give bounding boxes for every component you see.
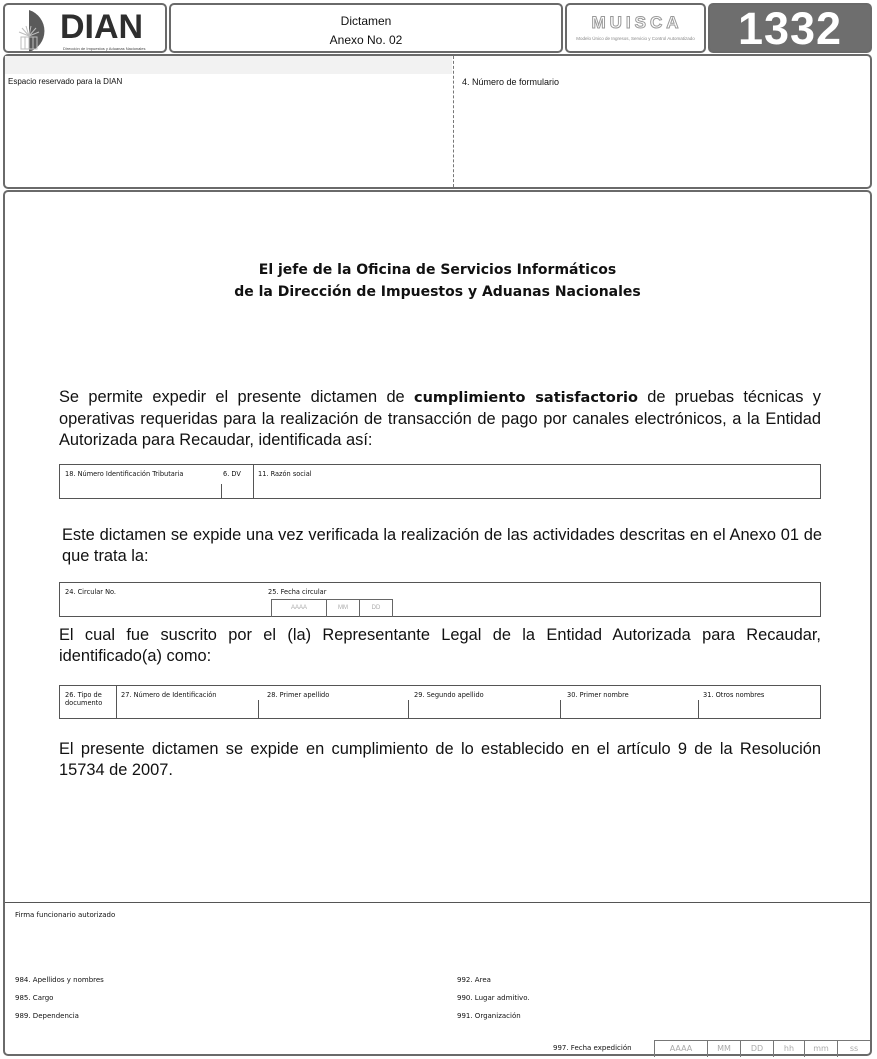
heading-line-2: de la Dirección de Impuestos y Aduanas Nacionales (234, 284, 641, 300)
primer-nombre-field[interactable] (562, 686, 698, 718)
razon-social-field[interactable] (253, 465, 820, 498)
fecha-expedicion-label: 997. Fecha expedición (553, 1044, 632, 1052)
heading-line-1: El jefe de la Oficina de Servicios Informáticos (258, 262, 617, 278)
expedicion-second-input[interactable]: ss (837, 1040, 870, 1057)
paragraph-2: Este dictamen se expide una vez verificada la realización de las actividades descritas en el Anexo 01 de que trata la: (62, 526, 822, 565)
form-code: 1332 (737, 3, 843, 54)
expedicion-year-input[interactable]: AAAA (654, 1040, 708, 1057)
reserved-shade (5, 56, 452, 74)
primer-apellido-field[interactable] (262, 686, 407, 718)
primer-nombre-label: 30. Primer nombre (567, 691, 629, 699)
dv-label: 6. DV (223, 470, 241, 478)
expedicion-month-input[interactable]: MM (707, 1040, 741, 1057)
numero-identificacion-field[interactable] (116, 686, 258, 718)
paragraph-3: El cual fue suscrito por el (la) Representante Legal de la Entidad Autorizada para Recaudar, identificado(a) como: (59, 626, 821, 665)
tipo-documento-label: 26. Tipo de documento (65, 691, 103, 707)
numero-identificacion-label: 27. Número de Identificación (121, 691, 217, 699)
form-code-box (708, 3, 872, 53)
circular-table (59, 582, 821, 617)
circular-month-input[interactable]: MM (326, 599, 360, 617)
muisca-wordmark: MUISCA (591, 13, 683, 32)
expedicion-day-input[interactable]: DD (740, 1040, 774, 1057)
segundo-apellido-label: 29. Segundo apellido (414, 691, 484, 699)
reserved-divider (453, 56, 454, 187)
rep-divider-4 (560, 700, 561, 718)
paragraph-1-start: Se permite expedir el presente dictamen de (59, 388, 414, 406)
reserved-section (3, 54, 872, 189)
area-field[interactable]: 992. Area (457, 976, 491, 984)
nit-label: 18. Número Identificación Tributaria (65, 470, 184, 478)
dian-logo-box (3, 3, 167, 53)
form-title-box (169, 3, 563, 53)
form-subtitle: Anexo No. 02 (329, 33, 403, 47)
rep-divider-2 (258, 700, 259, 718)
paragraph-1 (59, 387, 821, 451)
firma-label: Firma funcionario autorizado (15, 911, 116, 919)
primer-apellido-label: 28. Primer apellido (267, 691, 330, 699)
segundo-apellido-field[interactable] (409, 686, 561, 718)
muisca-subtitle: Modelo Único de Ingresos, Servicio y Control Automatizado (576, 36, 695, 41)
paragraph-4: El presente dictamen se expide en cumplimiento de lo establecido en el artículo 9 de la Resolución 15734 de 2007. (59, 740, 821, 779)
reserved-label: Espacio reservado para la DIAN (8, 77, 123, 86)
tipo-documento-field[interactable] (60, 686, 116, 718)
paragraph-1-bold: cumplimiento satisfactorio (414, 390, 638, 406)
circular-no-field[interactable] (60, 583, 260, 616)
fecha-circular-label: 25. Fecha circular (268, 588, 327, 596)
lugar-field[interactable]: 990. Lugar admitivo. (457, 994, 530, 1002)
muisca-logo-box (565, 3, 706, 53)
dian-logo (15, 8, 165, 52)
dian-subtitle: Dirección de Impuestos y Aduanas Nacionales (63, 46, 146, 51)
circular-year-input[interactable]: AAAA (271, 599, 327, 617)
organizacion-field[interactable]: 991. Organización (457, 1012, 521, 1020)
entity-table (59, 464, 821, 499)
apellidos-nombres-field[interactable]: 984. Apellidos y nombres (15, 976, 104, 984)
main-section (3, 190, 872, 1056)
expedicion-minute-input[interactable]: mm (804, 1040, 838, 1057)
otros-nombres-field[interactable] (698, 686, 820, 718)
expedicion-hour-input[interactable]: hh (773, 1040, 805, 1057)
cargo-field[interactable]: 985. Cargo (15, 994, 54, 1002)
signature-divider (5, 902, 870, 903)
circular-no-label: 24. Circular No. (65, 588, 117, 596)
dependencia-field[interactable]: 989. Dependencia (15, 1012, 79, 1020)
dv-field[interactable] (218, 465, 253, 498)
dian-wordmark: DIAN (60, 8, 144, 46)
dian-emblem-icon (15, 8, 55, 52)
representative-table (59, 685, 821, 719)
form-title: Dictamen (340, 14, 392, 28)
form-number-field[interactable]: 4. Número de formulario (462, 77, 560, 87)
otros-nombres-label: 31. Otros nombres (703, 691, 765, 699)
paragraph-1-end: de pruebas técnicas y operativas requeridas para la realización de transacción de pago por canales electrónicos, a la Entidad Autorizada para Recaudar, identificada así: (59, 388, 821, 449)
razon-social-label: 11. Razón social (258, 470, 312, 478)
circular-day-input[interactable]: DD (359, 599, 393, 617)
